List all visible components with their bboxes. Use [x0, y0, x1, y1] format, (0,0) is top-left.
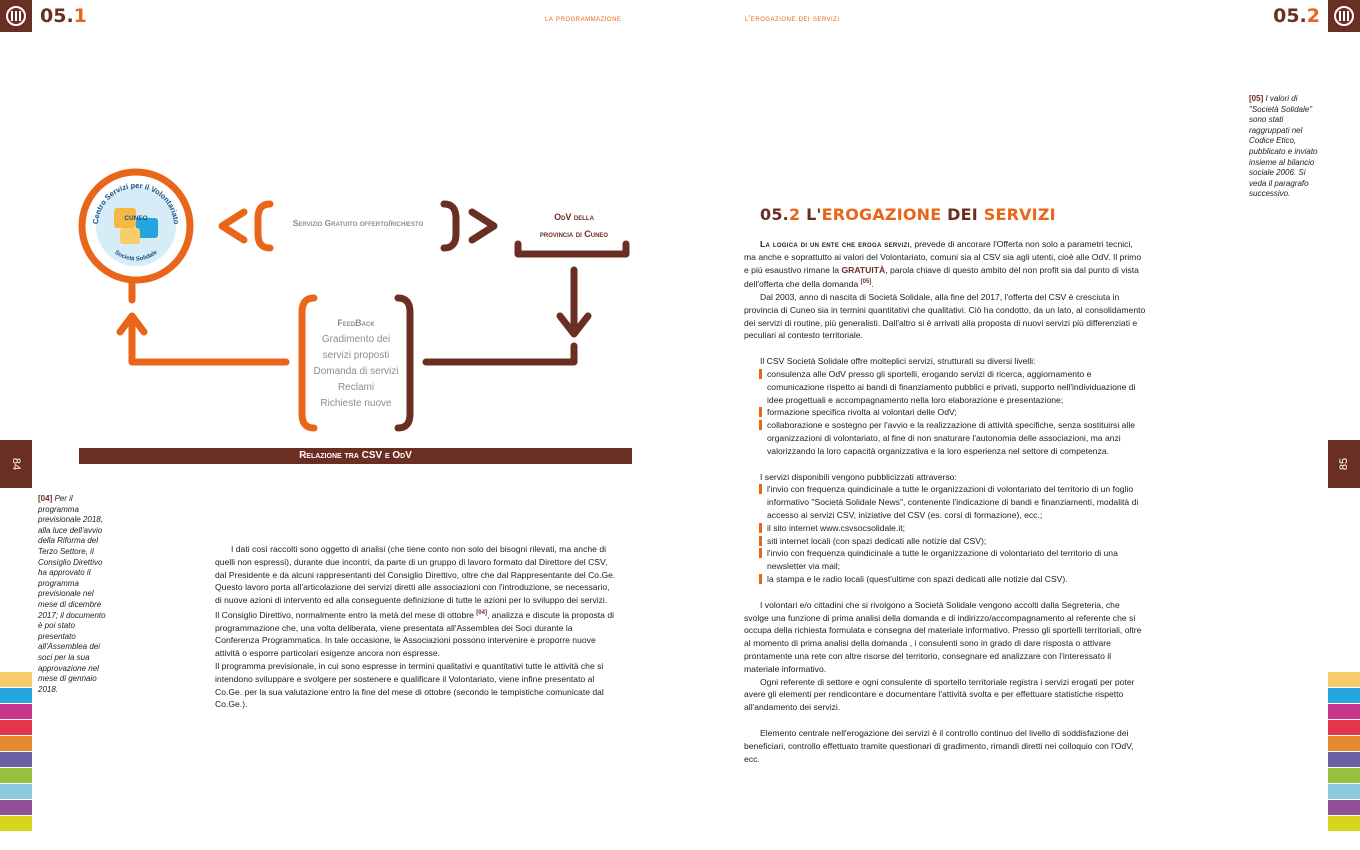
paragraph: Elemento centrale nell'erogazione dei servizi è il controllo continuo del livello di soddisfazione dei beneficiari, controllo effettuato tramite questionari di gradimento, rimandi diretti nei colloquio con l'OdV, ecc. — [744, 727, 1134, 764]
channels-list — [744, 483, 1146, 585]
color-stripe — [0, 736, 32, 751]
color-stripe — [0, 800, 32, 815]
color-stripe — [1328, 800, 1360, 815]
chapter-badge-left — [0, 0, 32, 32]
service-label: Servizio Gratuito offerto/richiesto — [292, 218, 424, 228]
chapter-badge-right — [1328, 0, 1360, 32]
bracket-left-icon — [258, 204, 270, 248]
color-stripe — [0, 768, 32, 783]
page-number-right: 85 — [1328, 440, 1360, 488]
list-item: siti internet locali (con spazi dedicati alle notizie dal CSV); — [760, 535, 1146, 548]
arrow-left-icon — [222, 212, 244, 240]
color-stripe — [1328, 688, 1360, 703]
color-stripe — [0, 672, 32, 687]
running-head-left: la programmazione — [545, 14, 622, 23]
feedback-item: servizi proposti — [322, 350, 390, 361]
diagram-caption: Relazione tra CSV e OdV — [79, 448, 632, 464]
odv-label-line1: OdV della — [554, 212, 594, 222]
color-stripe — [1328, 704, 1360, 719]
right-body — [744, 238, 1146, 765]
note-text: Per il programma previsionale 2018, alla luce dell'avvio della Riforma del Terzo Settore, il Consiglio Direttivo ha approvato il programma previsionale nel mese di dicembre 2017; il documento è poi stato presentato all'Assemblea dei soci per la sua approvazione nel mese di gennaio 2018. — [38, 494, 106, 694]
logo-center-text: CUNEO — [124, 215, 148, 222]
list-item: consulenza alle OdV presso gli sportelli, erogando servizi di ricerca, aggiornamento e comunicazione rispetto ai bandi di finanziamento pubblici e privati, supporto nell'individuazione di idee progettuali e accompagnamento nella loro elaborazione e presentazione; — [760, 368, 1146, 406]
paragraph: Questo lavoro porta all'articolazione dei servizi diretti alle associazioni con l'introduzione, se necessario, di nuove azioni di intervento ed alla conseguente definizione di tutte le azioni per lo sviluppo dei servizi. — [215, 582, 610, 606]
csv-odv-diagram — [70, 160, 640, 450]
feedback-item: Domanda di servizi — [313, 366, 399, 377]
color-stripe — [1328, 816, 1360, 831]
levels-list — [744, 368, 1146, 458]
emphasis-gratuita: GRATUITÀ — [841, 264, 886, 275]
paragraph: Il CSV Società Solidale offre molteplici servizi, strutturati su diversi livelli: — [760, 356, 1036, 367]
paragraph: Il programma previsionale, in cui sono espresse in termini qualitativi e quantitativi tutte le attività che si intendono sviluppare e svolgere per sostenere e qualificare il Volontariato, viene infine presentato al Co.Ge. per la sua valutazione entro la fine del mese di ottobre (secondo le tempistiche comunicate dal Co.Ge.). — [215, 661, 604, 710]
logo-top-text: Centro Servizi per il Volontariato — [90, 180, 182, 225]
left-body — [215, 543, 617, 711]
paragraph: I servizi disponibili vengono pubblicizzati attraverso: — [760, 471, 957, 482]
paragraph: Ogni referente di settore e ogni consulente di sportello territoriale registra i servizi erogati per poter avere gli elementi per rendicontare e documentare l'attività svolta e per effettuare statistiche rispetto all'andamento dei servizi. — [744, 676, 1135, 713]
section-number-left: 05.1 — [40, 5, 87, 27]
list-item: l'invio con frequenza quindicinale a tutte le organizzazioni di volontariato del territorio di un foglio informativo "Società Solidale News", contenente l'indicazione di bandi e finanziamenti, modalità di accesso ai servizi CSV, iniziative del CSV (es. corsi di formazione), ecc.; — [760, 483, 1146, 521]
note-text: I valori di "Società Solidale" sono stati raggruppati nel Codice Etico, pubblicato e inviato insieme al bilancio sociale 2006. Si veda il paragrafo successivo. — [1249, 94, 1318, 199]
note-ref: [05] — [1249, 94, 1264, 103]
color-stripe — [1328, 768, 1360, 783]
bracket-right-icon — [444, 204, 456, 248]
list-item: collaborazione e sostegno per l'avvio e la realizzazione di attività specifiche, senza sostituirsi alle organizzazioni di volontariato, al fine di non snaturare l'autonomia delle associazioni, ma anzi valorizzando la loro capacità organizzativa e la loro esperienza nel settore di competenza. — [760, 419, 1146, 457]
footnote-ref: [05] — [860, 279, 872, 286]
color-stripe — [1328, 720, 1360, 735]
chapter-icon — [1334, 6, 1354, 26]
arrow-right-icon — [472, 212, 494, 240]
feedback-connector-right — [426, 346, 574, 362]
running-head-right: l'erogazione dei servizi — [745, 14, 840, 23]
list-item: la stampa e le radio locali (quest'ultime con spazi dedicati alle notizie dal CSV). — [760, 573, 1146, 586]
color-stripe — [1328, 784, 1360, 799]
feedback-item: Richieste nuove — [320, 398, 392, 409]
color-stripe — [0, 720, 32, 735]
section-number-right: 05.2 — [1273, 5, 1320, 27]
puzzle-piece-icon — [120, 228, 140, 244]
feedback-item: Reclami — [337, 382, 375, 393]
section-title: 05.2 L'EROGAZIONE DEI SERVIZI — [760, 205, 1056, 224]
note-ref: [04] — [38, 494, 53, 503]
page-number-left: 84 — [0, 440, 32, 488]
odv-underbracket — [518, 244, 626, 254]
color-stripe — [0, 816, 32, 831]
feedback-item: Gradimento dei — [321, 334, 391, 345]
color-stripe — [0, 688, 32, 703]
color-stripe — [0, 752, 32, 767]
feedback-connector-left — [132, 320, 286, 362]
footnote-ref: [04] — [476, 609, 487, 616]
list-item: formazione specifica rivolta ai volontari delle OdV; — [760, 406, 1146, 419]
sidenote-left — [38, 494, 110, 695]
feedback-bracket-right — [398, 298, 410, 428]
color-stripe — [1328, 736, 1360, 751]
chapter-icon — [6, 6, 26, 26]
paragraph: I volontari e/o cittadini che si rivolgono a Società Solidale vengono accolti dalla Segreteria, che svolge una funzione di prima analisi della domanda e di indirizzo/accompagnamento al referente che si occupa della richiesta formulata e consegna del materiale informativo. Presso gli sportelli territoriali, oltre al momento di prima analisi della domanda , i consulenti sono in grado di dare risposta o attivare prontamente una rete con altre risorse del territorio, consegnare ed analizzare con l'interessato il materiale informativo. — [744, 599, 1142, 674]
color-stripe — [1328, 672, 1360, 687]
odv-label-line2: provincia di Cuneo — [539, 229, 609, 239]
paragraph: Il Consiglio Direttivo, normalmente entro la metà del mese di ottobre [04], analizza e discute la proposta di programmazione che, una volta deliberata, viene presentata all'Assemblea dei Soci durante la Conferenza Programmatica. In tale occasione, le Associazioni possono intervenire e proporre nuove attività o esporre particolari esigenze ancora non espresse. — [215, 609, 615, 659]
color-stripe — [1328, 752, 1360, 767]
feedback-title: FeedBack — [337, 318, 375, 328]
logo-bottom-text: Società Solidale — [113, 249, 159, 263]
paragraph: Dal 2003, anno di nascita di Società Solidale, alla fine del 2017, l'offerta del CSV è cresciuta in provincia di Cuneo sia in termini quantitativi che qualitativi. Ciò ha condotto, da un lato, al consolidamento dei servizi di routine, più generalisti. Dall'altro si è arrivati alla proposta di nuovi servizi più differenziati e peculiari al contesto territoriale. — [744, 292, 1146, 341]
list-item: il sito internet www.csvsocsolidale.it; — [760, 522, 1146, 535]
lead-in: La logica di un ente che eroga servizi — [760, 239, 910, 249]
color-stripe — [0, 784, 32, 799]
paragraph: I dati così raccolti sono oggetto di analisi (che tiene conto non solo dei bisogni rilevati, ma anche di quelli non espressi), durante due incontri, da parte di un gruppo di lavoro formato dal Direttore del CSV, dal Presidente e da alcuni rappresentanti del Consiglio Direttivo, oltre che dal Rappresentante del Co.Ge. — [215, 544, 616, 580]
sidenote-right — [1249, 94, 1321, 200]
paragraph: La logica di un ente che eroga servizi, prevede di ancorare l'Offerta non solo a parametri tecnici, ma anche e soprattutto ai valori del Volontariato, comuni sia al CSV sia agli utenti, cioè alle OdV. Il primo e più esaustivo rimane la GRATUITÀ, parola chiave di questo ambito del non profit sia dal punto di vista dell'offerta che della domanda [05]. — [744, 239, 1142, 290]
color-stripe — [0, 704, 32, 719]
feedback-bracket-left — [302, 298, 314, 428]
list-item: l'invio con frequenza quindicinale a tutte le organizzazione di volontariato del territorio di una newsletter via mail; — [760, 547, 1146, 573]
